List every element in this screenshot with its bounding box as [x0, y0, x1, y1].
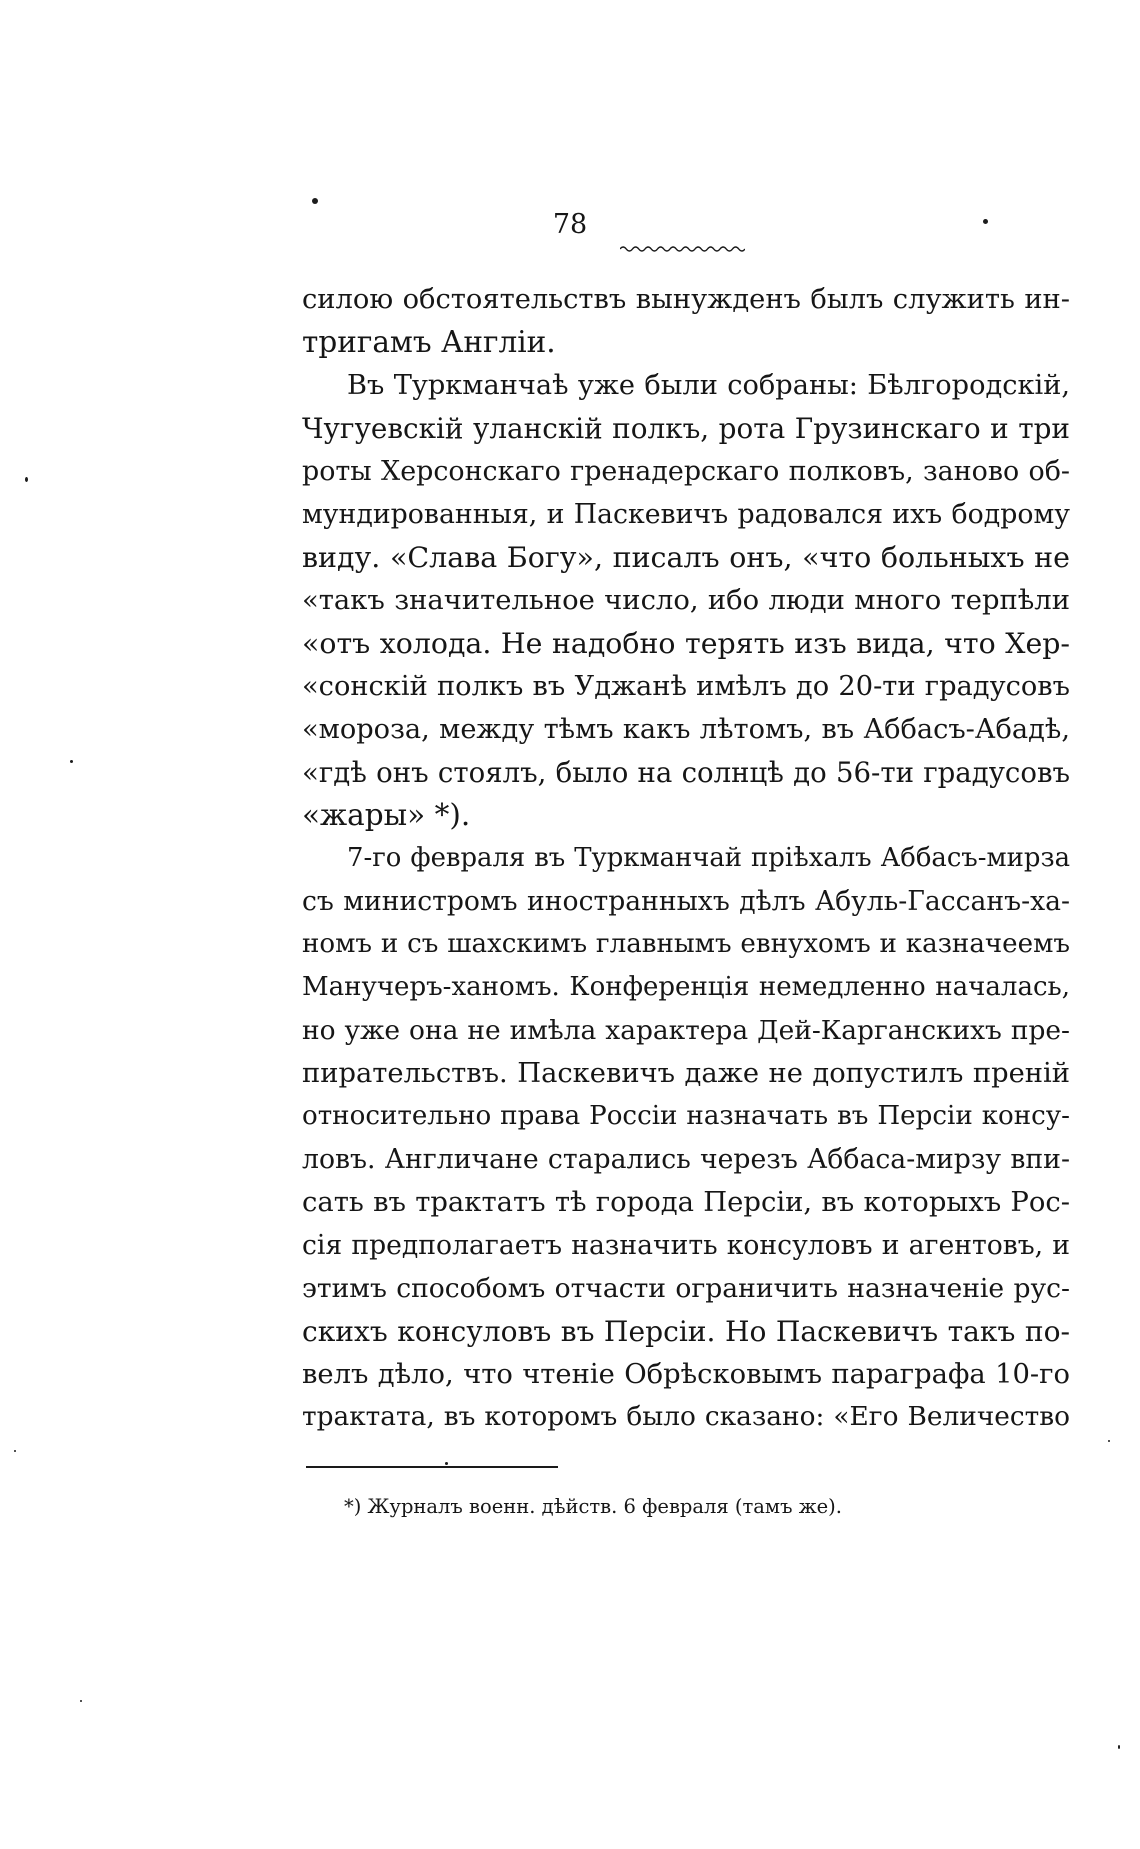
text-line: «гдѣ онъ стоялъ, было на солнцѣ до 56-ти градусовъ: [302, 756, 1070, 789]
text-line: «жары» *).: [302, 798, 471, 832]
footnote: *) Журналъ военн. дѣйств. 6 февраля (тамъ же).: [344, 1495, 842, 1518]
text-line: роты Херсонскаго гренадерскаго полковъ, заново об-: [302, 456, 1070, 487]
scan-speck: [14, 1450, 16, 1452]
paragraph-first-line: 7-го февраля въ Туркманчай пріѣхалъ Аббасъ-мирза: [347, 843, 1070, 873]
scan-speck: [25, 477, 28, 482]
body-text: [302, 278, 1070, 1439]
paragraph-first-line: Въ Туркманчаѣ уже были собраны: Бѣлгородскій,: [347, 370, 1070, 401]
scan-speck: [1118, 1745, 1120, 1749]
text-line: Чугуевскій уланскій полкъ, рота Грузинскаго и три: [302, 412, 1070, 445]
text-line: «такъ значительное число, ибо люди много терпѣли: [302, 585, 1070, 616]
scan-speck: [80, 1700, 82, 1702]
text-line: сія предполагаетъ назначить консуловъ и агентовъ, и: [302, 1230, 1070, 1261]
text-line: номъ и съ шахскимъ главнымъ евнухомъ и казначеемъ: [302, 929, 1070, 959]
text-line: съ министромъ иностранныхъ дѣлъ Абуль-Гассанъ-ха-: [302, 886, 1070, 917]
scan-speck: [983, 219, 988, 224]
scan-speck: [312, 198, 318, 204]
text-line: скихъ консуловъ въ Персіи. Но Паскевичъ такъ по-: [302, 1315, 1070, 1348]
footnote-separator: [306, 1466, 558, 1468]
text-line: этимъ способомъ отчасти ограничить назначеніе рус-: [302, 1273, 1070, 1304]
text-line: виду. «Слава Богу», писалъ онъ, «что больныхъ не: [302, 541, 1070, 574]
text-line: силою обстоятельствъ вынужденъ былъ служить ин-: [302, 284, 1070, 315]
text-line: пирательствъ. Паскевичъ даже не допустилъ преній: [302, 1058, 1070, 1089]
text-line: «мороза, между тѣмъ какъ лѣтомъ, въ Аббасъ-Абадѣ,: [302, 714, 1070, 745]
text-line: тригамъ Англіи.: [302, 325, 556, 359]
text-line: сать въ трактатъ тѣ города Персіи, въ которыхъ Рос-: [302, 1187, 1070, 1218]
wavy-ornament-rule: [620, 244, 745, 254]
text-line: «сонскій полкъ въ Уджанѣ имѣлъ до 20-ти градусовъ: [302, 671, 1070, 702]
text-line: трактата, въ которомъ было сказано: «Его Величество: [302, 1402, 1070, 1432]
text-line: мундированныя, и Паскевичъ радовался ихъ бодрому: [302, 499, 1070, 530]
text-line: «отъ холода. Не надобно терять изъ вида, что Хер-: [302, 627, 1070, 660]
scan-speck: [445, 1462, 448, 1465]
scan-speck: [70, 760, 73, 763]
text-line: велъ дѣло, что чтеніе Обрѣсковымъ параграфа 10-го: [302, 1359, 1070, 1390]
text-line: относительно права Россіи назначать въ Персіи консу-: [302, 1101, 1070, 1131]
text-line: но уже она не имѣла характера Дей-Карганскихъ пре-: [302, 1015, 1070, 1046]
page-number: 78: [552, 209, 588, 240]
text-line: Манучеръ-ханомъ. Конференція немедленно началась,: [302, 972, 1070, 1002]
text-line: ловъ. Англичане старались черезъ Аббаса-мирзу впи-: [302, 1144, 1070, 1175]
scan-speck: [1108, 1440, 1110, 1442]
